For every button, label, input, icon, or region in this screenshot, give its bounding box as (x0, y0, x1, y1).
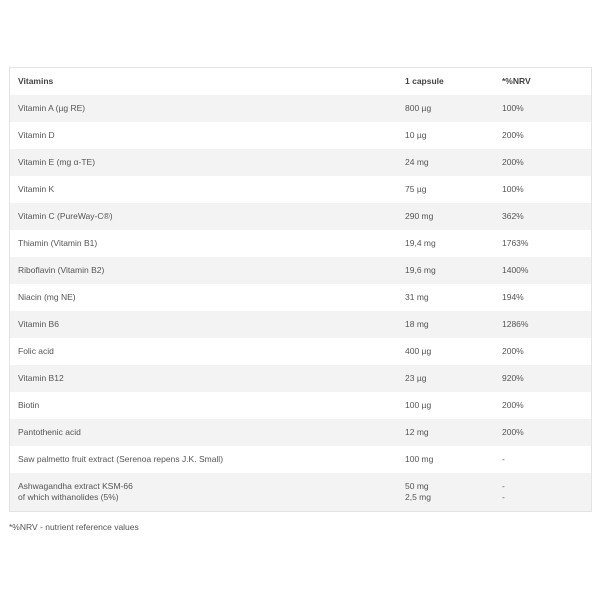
nrv-cell-text: - (502, 492, 505, 502)
amount-cell (397, 149, 494, 176)
nrv-cell (494, 446, 591, 473)
nrv-cell (494, 419, 591, 446)
amount-cell-text: 100 mg (405, 454, 434, 464)
amount-cell (397, 95, 494, 122)
nrv-cell (494, 230, 591, 257)
amount-cell (397, 419, 494, 446)
table-row (10, 446, 591, 473)
table-row (10, 338, 591, 365)
nutrient-name-cell-text: Vitamin D (18, 130, 55, 140)
nrv-cell (494, 365, 591, 392)
nrv-cell (494, 284, 591, 311)
amount-cell (397, 203, 494, 230)
nrv-cell (494, 311, 591, 338)
nutrient-name-cell (10, 203, 397, 230)
table-row (10, 392, 591, 419)
nrv-cell-text: 100% (502, 103, 524, 113)
nutrient-name-cell (10, 95, 397, 122)
amount-cell (397, 446, 494, 473)
nutrient-name-cell (10, 311, 397, 338)
amount-cell-text: 50 mg (405, 481, 429, 491)
nrv-cell (494, 149, 591, 176)
table-row (10, 203, 591, 230)
amount-cell (397, 230, 494, 257)
header-vitamins: Vitamins (10, 68, 397, 95)
nrv-cell-text: 362% (502, 211, 524, 221)
amount-cell-text: 100 µg (405, 400, 432, 410)
amount-cell (397, 473, 494, 511)
table-row (10, 311, 591, 338)
nrv-cell-text: 200% (502, 346, 524, 356)
nrv-cell (494, 122, 591, 149)
nutrient-name-cell (10, 365, 397, 392)
amount-cell (397, 365, 494, 392)
nutrition-table (10, 68, 591, 511)
table-row (10, 419, 591, 446)
header-nrv: *%NRV (494, 68, 591, 95)
nutrient-name-cell (10, 176, 397, 203)
nrv-footnote: *%NRV - nutrient reference values (9, 522, 139, 532)
nrv-cell-text: 200% (502, 427, 524, 437)
nutrient-name-cell (10, 149, 397, 176)
table-body (10, 95, 591, 511)
nutrient-name-cell (10, 257, 397, 284)
amount-cell-text: 75 µg (405, 184, 427, 194)
amount-cell-text: 2,5 mg (405, 492, 431, 502)
nrv-cell (494, 203, 591, 230)
amount-cell (397, 338, 494, 365)
nrv-cell-text: 194% (502, 292, 524, 302)
nutrient-name-cell-text: Saw palmetto fruit extract (Serenoa repens J.K. Small) (18, 454, 224, 464)
amount-cell-text: 18 mg (405, 319, 429, 329)
table-row (10, 473, 591, 511)
amount-cell-text: 19,6 mg (405, 265, 436, 275)
amount-cell-text: 24 mg (405, 157, 429, 167)
nrv-cell (494, 176, 591, 203)
nutrient-name-cell-text: Thiamin (Vitamin B1) (18, 238, 98, 248)
nrv-cell-text: - (502, 481, 505, 491)
amount-cell-text: 800 µg (405, 103, 432, 113)
table-row (10, 95, 591, 122)
nrv-cell (494, 95, 591, 122)
table-row (10, 257, 591, 284)
amount-cell-text: 290 mg (405, 211, 434, 221)
table-row (10, 176, 591, 203)
amount-cell (397, 122, 494, 149)
nrv-cell-text: 1400% (502, 265, 529, 275)
table-row (10, 230, 591, 257)
table-row (10, 149, 591, 176)
amount-cell (397, 311, 494, 338)
amount-cell-text: 12 mg (405, 427, 429, 437)
amount-cell-text: 31 mg (405, 292, 429, 302)
nutrient-name-cell (10, 446, 397, 473)
nutrient-name-cell-text: Biotin (18, 400, 40, 410)
table-row (10, 284, 591, 311)
table-header-row (10, 68, 591, 95)
amount-cell (397, 284, 494, 311)
table-row (10, 122, 591, 149)
nrv-cell-text: 100% (502, 184, 524, 194)
nrv-cell (494, 257, 591, 284)
nutrient-name-cell-text: Pantothenic acid (18, 427, 81, 437)
header-per-capsule: 1 capsule (397, 68, 494, 95)
nutrient-name-cell-text: Vitamin B6 (18, 319, 59, 329)
nrv-cell-text: 200% (502, 400, 524, 410)
nutrient-name-cell (10, 419, 397, 446)
nrv-cell-text: 200% (502, 157, 524, 167)
nutrient-name-cell (10, 473, 397, 511)
nutrient-name-cell-text: Niacin (mg NE) (18, 292, 76, 302)
amount-cell-text: 10 µg (405, 130, 427, 140)
nutrient-name-cell-text: Vitamin B12 (18, 373, 64, 383)
nutrient-name-cell-text: Riboflavin (Vitamin B2) (18, 265, 105, 275)
nutrient-name-cell (10, 284, 397, 311)
nutrient-name-cell (10, 230, 397, 257)
nutrient-name-cell-text: Vitamin E (mg α-TE) (18, 157, 96, 167)
amount-cell (397, 257, 494, 284)
nrv-cell (494, 338, 591, 365)
table-row (10, 365, 591, 392)
nrv-cell-text: 1286% (502, 319, 529, 329)
nutrient-name-cell-text: Vitamin K (18, 184, 55, 194)
nutrient-name-cell (10, 122, 397, 149)
nrv-cell (494, 473, 591, 511)
amount-cell-text: 23 µg (405, 373, 427, 383)
nrv-cell-text: 1763% (502, 238, 529, 248)
nrv-cell (494, 392, 591, 419)
nutrient-name-cell-text: Folic acid (18, 346, 54, 356)
amount-cell-text: 400 µg (405, 346, 432, 356)
amount-cell (397, 392, 494, 419)
amount-cell-text: 19,4 mg (405, 238, 436, 248)
nrv-cell-text: - (502, 454, 505, 464)
nrv-cell-text: 920% (502, 373, 524, 383)
amount-cell (397, 176, 494, 203)
nutrient-name-cell (10, 392, 397, 419)
nrv-cell-text: 200% (502, 130, 524, 140)
nutrient-name-cell (10, 338, 397, 365)
nutrient-name-cell-text: Ashwagandha extract KSM-66 (18, 481, 133, 491)
nutrient-name-cell-text: Vitamin C (PureWay-C®) (18, 211, 113, 221)
nutrient-name-cell-text: of which withanolides (5%) (18, 492, 119, 502)
nutrition-table-container (9, 67, 592, 512)
nutrient-name-cell-text: Vitamin A (µg RE) (18, 103, 86, 113)
